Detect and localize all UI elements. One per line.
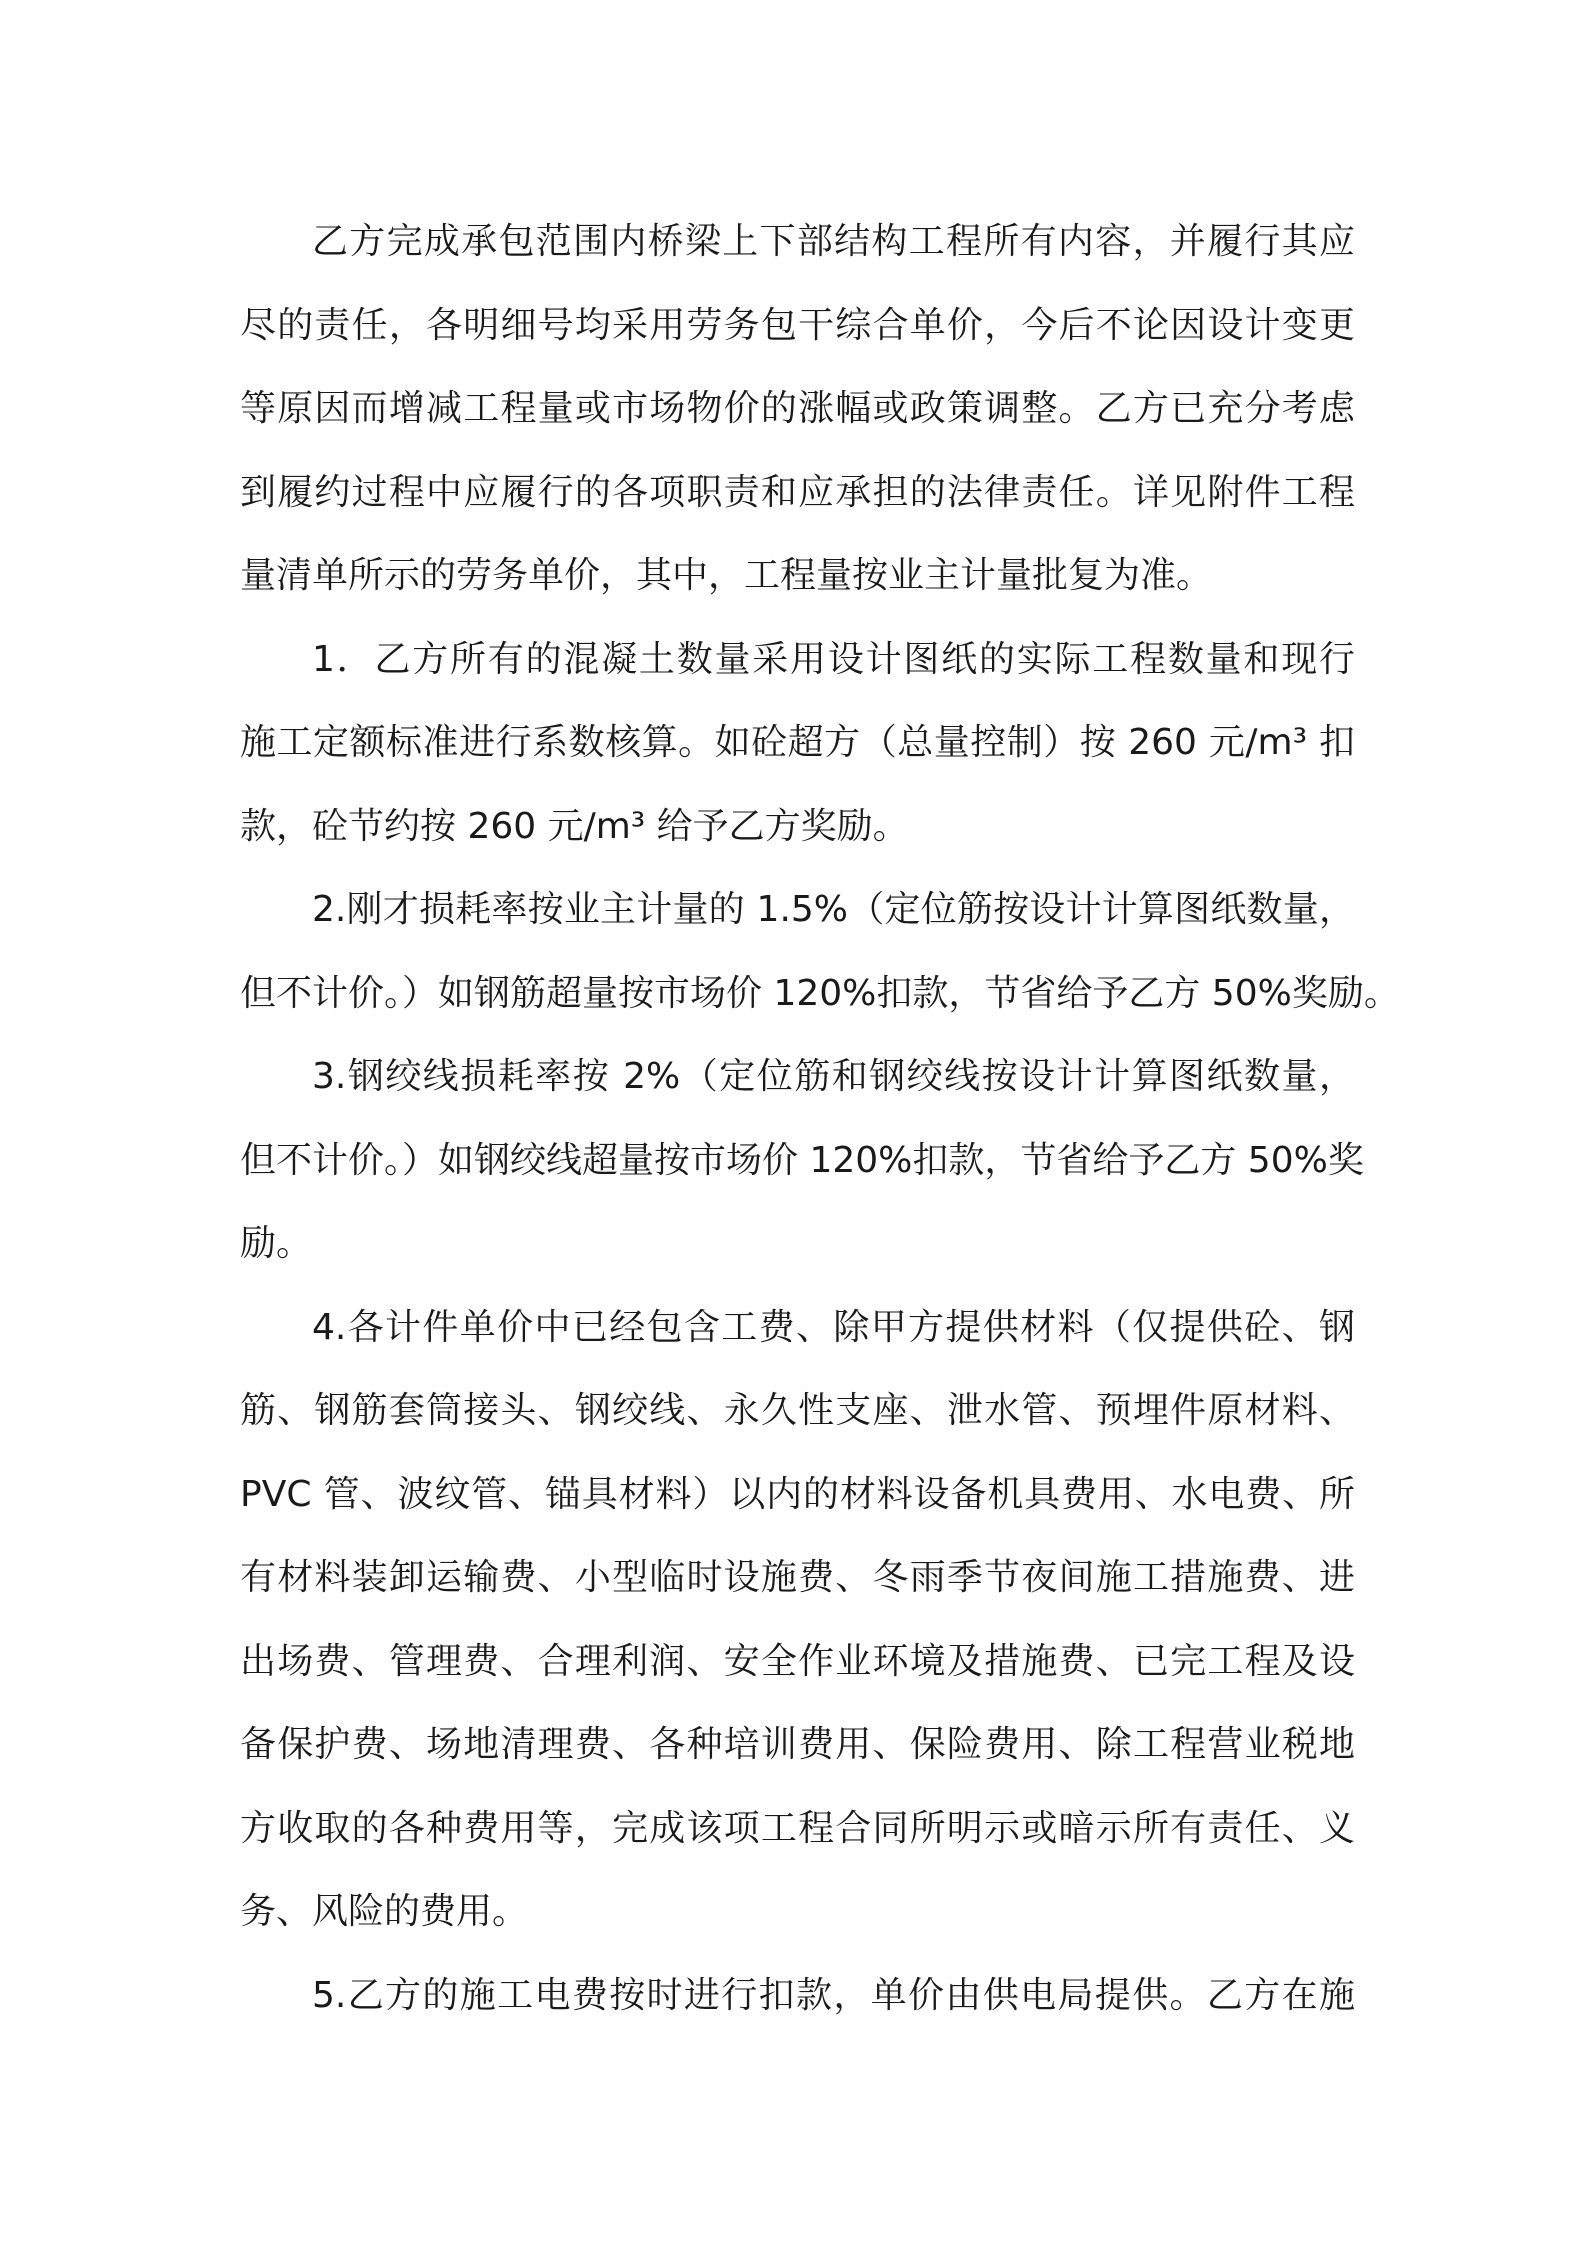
- text-line: 5.乙方的施工电费按时进行扣款，单价由供电局提供。乙方在施: [312, 1974, 1355, 2016]
- document-body: [240, 200, 1400, 2037]
- paragraph-item-4: [240, 1286, 1355, 1954]
- text-line: 1．乙方所有的混凝土数量采用设计图纸的实际工程数量和现行: [312, 638, 1355, 680]
- text-line: 出场费、管理费、合理利润、安全作业环境及措施费、已完工程及设: [240, 1640, 1355, 1682]
- text-line: 施工定额标准进行系数核算。如砼超方（总量控制）按 260 元/m³ 扣: [240, 722, 1355, 763]
- text-line: 筋、钢筋套筒接头、钢绞线、永久性支座、泄水管、预埋件原材料、: [240, 1390, 1355, 1431]
- text-line: 有材料装卸运输费、小型临时设施费、冬雨季节夜间施工措施费、进: [240, 1557, 1355, 1598]
- text-line: PVC 管、波纹管、锚具材料）以内的材料设备机具费用、水电费、所: [240, 1473, 1355, 1515]
- text-line: 款，砼节约按 260 元/m³ 给予乙方奖励。: [240, 805, 909, 847]
- text-line: 等原因而增减工程量或市场物价的涨幅或政策调整。乙方已充分考虑: [240, 388, 1355, 429]
- text-line: 务、风险的费用。: [240, 1891, 529, 1932]
- text-line: 但不计价。）如钢绞线超量按市场价 120%扣款，节省给予乙方 50%奖: [240, 1139, 1364, 1181]
- text-line: 量清单所示的劳务单价，其中，工程量按业主计量批复为准。: [240, 555, 1213, 596]
- paragraph-item-3: [240, 1035, 1364, 1286]
- paragraph-item-2: [240, 868, 1400, 1035]
- paragraph-intro: [240, 200, 1355, 618]
- text-line: 2.刚才损耗率按业主计量的 1.5%（定位筋按设计计算图纸数量，: [312, 889, 1355, 930]
- text-line: 到履约过程中应履行的各项职责和应承担的法律责任。详见附件工程: [240, 471, 1355, 513]
- text-line: 方收取的各种费用等，完成该项工程合同所明示或暗示所有责任、义: [240, 1807, 1355, 1849]
- text-line: 励。: [240, 1223, 313, 1264]
- text-line: 但不计价。）如钢筋超量按市场价 120%扣款，节省给予乙方 50%奖励。: [240, 972, 1400, 1014]
- text-line: 尽的责任，各明细号均采用劳务包干综合单价，今后不论因设计变更: [240, 304, 1355, 346]
- text-line: 4.各计件单价中已经包含工费、除甲方提供材料（仅提供砼、钢: [312, 1306, 1355, 1348]
- text-line: 乙方完成承包范围内桥梁上下部结构工程所有内容，并履行其应: [312, 221, 1355, 262]
- paragraph-item-5: [240, 1954, 1355, 2038]
- paragraph-item-1: [240, 618, 1355, 869]
- text-line: 3.钢绞线损耗率按 2%（定位筋和钢绞线按设计计算图纸数量，: [312, 1056, 1355, 1097]
- text-line: 备保护费、场地清理费、各种培训费用、保险费用、除工程营业税地: [240, 1724, 1355, 1765]
